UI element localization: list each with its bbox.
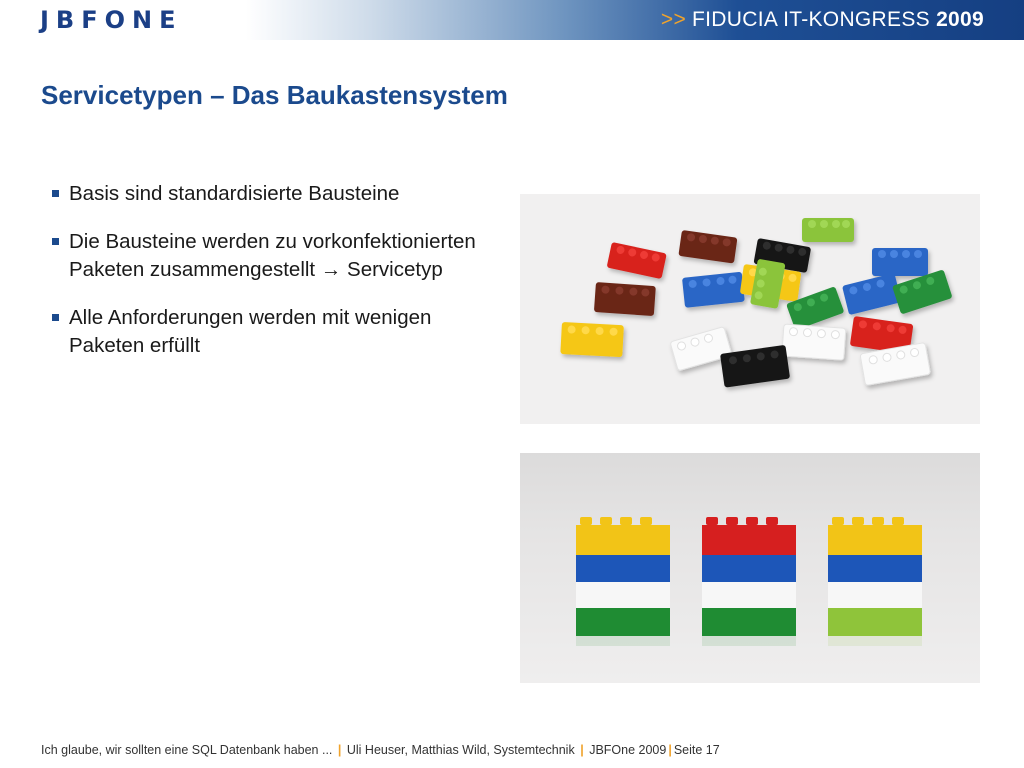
brick-tower-1 (576, 517, 670, 636)
congress-name: FIDUCIA IT-KONGRESS (692, 8, 930, 31)
slide-footer (41, 743, 720, 757)
logo-text: JBFONE (40, 6, 183, 34)
brick-tower-3 (828, 517, 922, 636)
footer-separator: | (668, 743, 672, 757)
footer-authors: Uli Heuser, Matthias Wild, Systemtechnik (346, 743, 575, 757)
bullet-item (50, 228, 480, 284)
congress-arrows: >> (660, 8, 687, 31)
scattered-bricks-photo (520, 194, 980, 424)
stacked-bricks-photo (520, 453, 980, 683)
footer-separator: | (580, 743, 584, 757)
bullet-item (50, 304, 480, 360)
congress-year: 2009 (936, 8, 984, 31)
slide-title: Servicetypen – Das Baukastensystem (41, 80, 508, 110)
bullet-text: Basis sind standardisierte Bausteine (69, 182, 400, 205)
footer-talk-title: Ich glaube, wir sollten eine SQL Datenbank haben ... (41, 743, 333, 757)
bullet-marker-icon (52, 190, 59, 197)
bullet-item (50, 180, 480, 208)
bullet-marker-icon (52, 314, 59, 321)
header-band (0, 0, 1024, 40)
congress-label (661, 8, 984, 32)
jbfone-logo (40, 6, 183, 34)
footer-event: JBFOne 2009 (589, 743, 667, 757)
footer-page-number: Seite 17 (673, 743, 720, 757)
bullet-marker-icon (52, 238, 59, 245)
bullet-text: Die Bausteine werden zu vorkonfektionierten Paketen zusammengestellt → Servicetyp (69, 230, 476, 281)
brick-tower-2 (702, 517, 796, 636)
bullet-text: Alle Anforderungen werden mit wenigen Paketen erfüllt (69, 306, 432, 357)
bullet-list (50, 180, 480, 380)
footer-separator: | (337, 743, 342, 757)
